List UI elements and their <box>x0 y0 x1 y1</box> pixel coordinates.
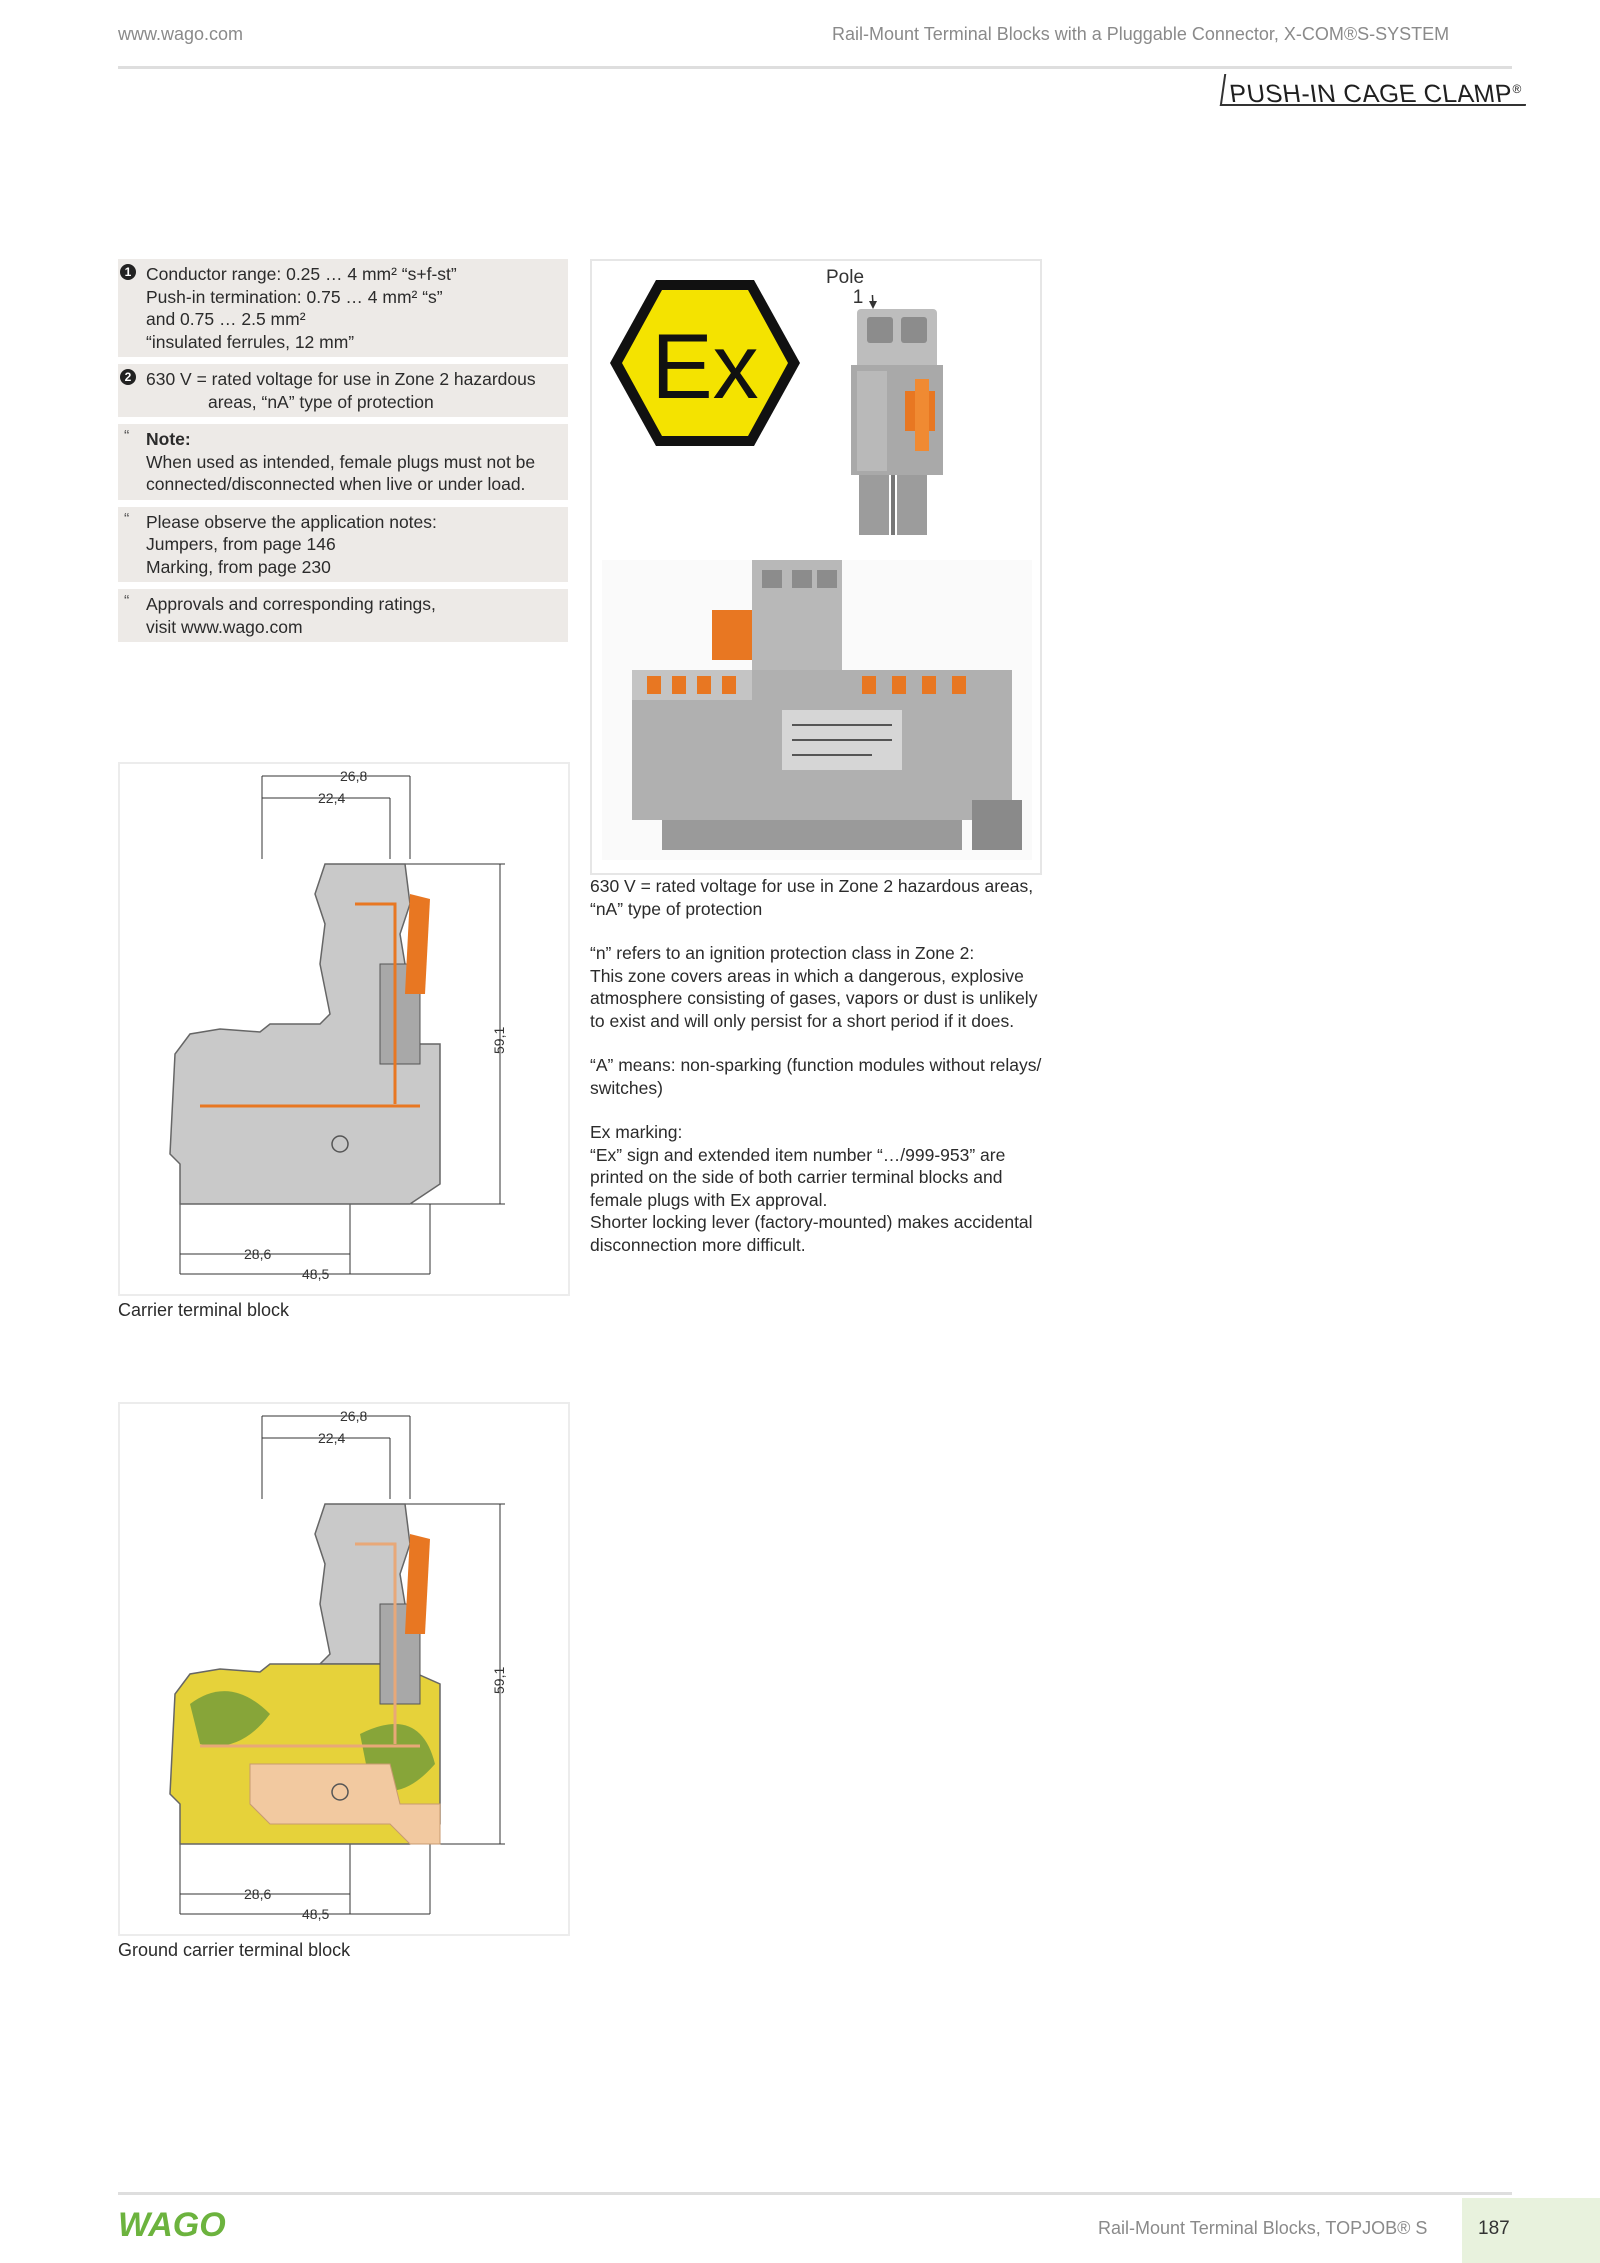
note-warning <box>118 424 568 500</box>
carrier-block-photo <box>602 560 1032 860</box>
note-marker-2: 2 <box>120 369 136 385</box>
ground-carrier-block-drawing <box>120 1404 568 1934</box>
female-plug-image <box>847 295 957 540</box>
brand-text: PUSH-IN CAGE CLAMP <box>1227 80 1515 109</box>
note-marker-quote: “ <box>124 428 130 445</box>
note-marker-1: 1 <box>120 264 136 280</box>
note-marker-quote: “ <box>124 510 130 528</box>
dim-bottom-outer: 48,5 <box>302 1266 330 1282</box>
dim-top-inner: 22,4 <box>318 790 346 806</box>
ground-carrier-block-drawing-frame <box>118 1402 570 1936</box>
pole-label-text: Pole <box>826 267 865 288</box>
dim-top-outer: 26,8 <box>340 1408 368 1424</box>
carrier-block-drawing <box>120 764 568 1294</box>
wago-logo[interactable] <box>118 2205 230 2241</box>
note-marker-quote: “ <box>124 593 130 610</box>
pole-number: 1 <box>852 287 864 308</box>
note-text: Approvals and corresponding ratings, visit www.wago.com <box>146 594 436 637</box>
ex-symbol-icon <box>608 276 802 450</box>
dim-top-inner: 22,4 <box>318 1430 346 1446</box>
note-application <box>118 507 568 583</box>
brand-reg: ® <box>1512 82 1522 96</box>
footer-rule <box>118 2192 1512 2195</box>
page-number: 187 <box>1478 2218 1510 2239</box>
carrier-block-drawing-frame <box>118 762 570 1296</box>
dim-top-outer: 26,8 <box>340 768 368 784</box>
ex-symbol-text: Ex <box>651 316 759 418</box>
note-approvals <box>118 589 568 642</box>
wago-logo-text: WAGO <box>118 2206 226 2241</box>
dim-bottom-outer: 48,5 <box>302 1906 330 1922</box>
note-text-continued: areas, “nA” type of protection <box>208 391 434 412</box>
desc-a-meaning: “A” means: non-sparking (function modules without relays/ switches) <box>590 1055 1042 1098</box>
note-text: Conductor range: 0.25 … 4 mm² “s+f-st” Push-in termination: 0.75 … 4 mm² “s” and 0.75 … 2.5 mm² “insulated ferrules, 12 mm” <box>146 264 457 352</box>
desc-n-class: “n” refers to an ignition protection class in Zone 2: This zone covers areas in which a dangerous, explosive atmosphere consisting of gases, vapors or dust is unlikely to exist and will only persist for a short period if it does. <box>590 943 1038 1031</box>
header-title: Rail-Mount Terminal Blocks with a Pluggable Connector, X-COM®S-SYSTEM <box>832 24 1450 44</box>
footer-title: Rail-Mount Terminal Blocks, TOPJOB® S <box>1098 2218 1428 2238</box>
carrier-block-caption: Carrier terminal block <box>118 1300 290 1320</box>
header-rule <box>118 66 1512 69</box>
note-rated-voltage <box>118 364 568 417</box>
note-text: When used as intended, female plugs must not be connected/disconnected when live or under load. <box>146 451 536 494</box>
ground-carrier-block-caption: Ground carrier terminal block <box>118 1940 351 1960</box>
dim-height: 59,1 <box>491 1666 507 1694</box>
note-text: Please observe the application notes: Jumpers, from page 146 Marking, from page 230 <box>146 511 437 577</box>
note-text: 630 V = rated voltage for use in Zone 2 hazardous <box>146 369 536 389</box>
note-conductor-range <box>118 259 568 357</box>
notes-list <box>118 259 568 649</box>
header-url[interactable]: www.wago.com <box>118 24 244 44</box>
ex-description <box>590 875 1050 1278</box>
note-heading: Note: <box>146 429 191 449</box>
dim-bottom-inner: 28,6 <box>244 1886 272 1902</box>
dim-height: 59,1 <box>491 1026 507 1054</box>
dim-bottom-inner: 28,6 <box>244 1246 272 1262</box>
desc-rated-voltage: 630 V = rated voltage for use in Zone 2 hazardous areas, “nA” type of protection <box>590 876 1034 919</box>
desc-ex-marking: Ex marking: “Ex” sign and extended item number “…/999-953” are printed on the side of both carrier terminal blocks and female plugs with Ex approval. Shorter locking lever (factory-mounted) makes accidental disconnection more difficult. <box>590 1122 1033 1255</box>
brand-label <box>1220 74 1531 109</box>
